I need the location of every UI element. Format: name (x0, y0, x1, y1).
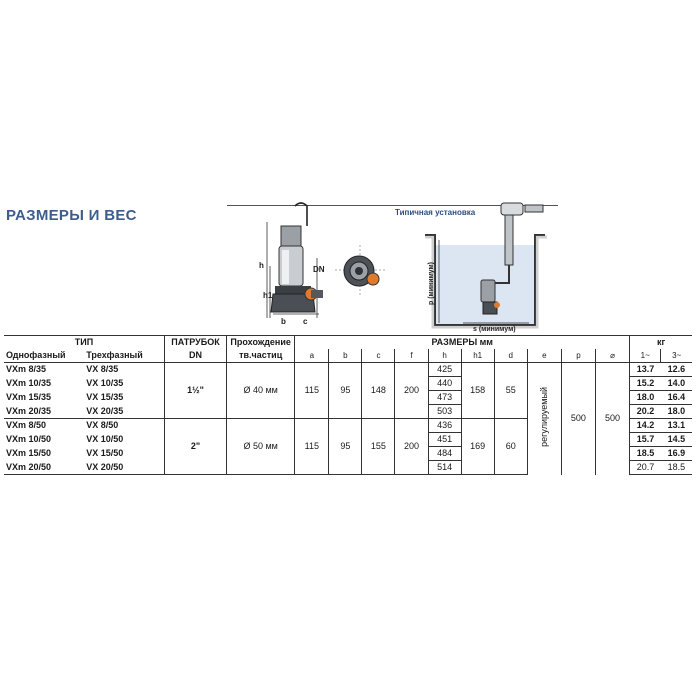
col-f: f (395, 349, 428, 363)
col-weight-3: 3~ (661, 349, 692, 363)
installation-title: Типичная установка (395, 208, 476, 217)
label-p-min: p (минимум) (428, 262, 435, 305)
weight-3: 16.4 (661, 391, 692, 405)
weight-1: 20.2 (630, 405, 661, 419)
col-diameter: ⌀ (595, 349, 629, 363)
dim-c-g1: 148 (362, 363, 395, 419)
model-three: VX 20/50 (86, 461, 164, 475)
weight-3: 12.6 (661, 363, 692, 377)
col-h: h (428, 349, 461, 363)
dim-h: 440 (428, 377, 461, 391)
weight-1: 18.0 (630, 391, 661, 405)
dim-c-g2: 155 (362, 419, 395, 475)
model-single: VXm 15/35 (6, 392, 52, 402)
dim-f-g1: 200 (395, 363, 428, 419)
weight-1: 14.2 (630, 419, 661, 433)
label-h: h (259, 261, 264, 270)
weight-3: 18.5 (661, 461, 692, 475)
col-weight-1: 1~ (630, 349, 661, 363)
header-outlet-dn: DN (164, 349, 226, 363)
installation-drawing (425, 195, 550, 335)
weight-3: 18.0 (661, 405, 692, 419)
dim-f-g2: 200 (395, 419, 428, 475)
dim-e-value: регулируемый (538, 386, 549, 447)
model-single: VXm 10/35 (6, 378, 52, 388)
model-single: VXm 8/50 (6, 420, 47, 431)
weight-3: 13.1 (661, 419, 692, 433)
header-passage-1: Прохождение (227, 336, 295, 350)
dim-b-g2: 95 (329, 419, 362, 475)
header-dimensions: РАЗМЕРЫ мм (295, 336, 630, 350)
pump-side-drawing (245, 198, 330, 328)
passage-g2: Ø 50 мм (227, 419, 295, 475)
dim-h1-g2: 169 (461, 419, 494, 475)
weight-1: 15.2 (630, 377, 661, 391)
dim-h: 425 (428, 363, 461, 377)
label-h1: h1 (263, 291, 273, 300)
col-h1: h1 (461, 349, 494, 363)
dim-p-shared: 500 (561, 363, 595, 475)
dim-h: 503 (428, 405, 461, 419)
dim-e-shared (527, 363, 561, 475)
model-single: VXm 20/50 (4, 461, 86, 475)
model-single: VXm 15/50 (6, 448, 52, 458)
dim-h1-g1: 158 (461, 363, 494, 419)
weight-1: 15.7 (630, 433, 661, 447)
weight-3: 14.5 (661, 433, 692, 447)
dim-b-g1: 95 (329, 363, 362, 419)
model-single: VXm 8/35 (6, 364, 47, 375)
pump-top-drawing (335, 245, 385, 295)
dim-a-g1: 115 (295, 363, 329, 419)
header-passage-2: тв.частиц (227, 349, 295, 363)
model-three: VX 10/35 (86, 378, 124, 388)
dim-a-g2: 115 (295, 419, 329, 475)
dim-diameter-shared: 500 (595, 363, 629, 475)
model-single: VXm 20/35 (4, 405, 86, 419)
header-outlet: ПАТРУБОК (164, 336, 226, 350)
col-e: e (527, 349, 561, 363)
col-p: p (561, 349, 595, 363)
header-single-phase: Однофазный (4, 349, 86, 363)
weight-1: 13.7 (630, 363, 661, 377)
weight-3: 14.0 (661, 377, 692, 391)
dim-h: 473 (428, 391, 461, 405)
model-three: VX 15/35 (86, 392, 124, 402)
outlet-dn-g1: 1½" (164, 363, 226, 419)
spec-table (4, 335, 692, 475)
col-a: a (295, 349, 329, 363)
col-c: c (362, 349, 395, 363)
dim-d-g2: 60 (494, 419, 527, 475)
col-d: d (494, 349, 527, 363)
label-s-min: s (минимум) (473, 326, 516, 333)
label-c: c (303, 317, 308, 326)
label-dn: DN (313, 265, 325, 274)
weight-1: 20.7 (630, 461, 661, 475)
weight-1: 18.5 (630, 447, 661, 461)
dim-h: 451 (428, 433, 461, 447)
page-title: РАЗМЕРЫ И ВЕС (6, 207, 137, 224)
header-three-phase: Трехфазный (86, 349, 164, 363)
outlet-dn-g2: 2" (164, 419, 226, 475)
dim-h: 436 (428, 419, 461, 433)
passage-g1: Ø 40 мм (227, 363, 295, 419)
model-single: VXm 10/50 (6, 434, 52, 444)
dim-h: 484 (428, 447, 461, 461)
model-three: VX 10/50 (86, 434, 124, 444)
col-b: b (329, 349, 362, 363)
model-three: VX 20/35 (86, 405, 164, 419)
model-three: VX 8/50 (86, 420, 119, 431)
header-type: ТИП (74, 337, 94, 347)
weight-3: 16.9 (661, 447, 692, 461)
label-b: b (281, 317, 286, 326)
header-weight: кг (630, 336, 692, 350)
model-three: VX 15/50 (86, 448, 124, 458)
dim-h: 514 (428, 461, 461, 475)
dim-d-g1: 55 (494, 363, 527, 419)
model-three: VX 8/35 (86, 364, 119, 375)
